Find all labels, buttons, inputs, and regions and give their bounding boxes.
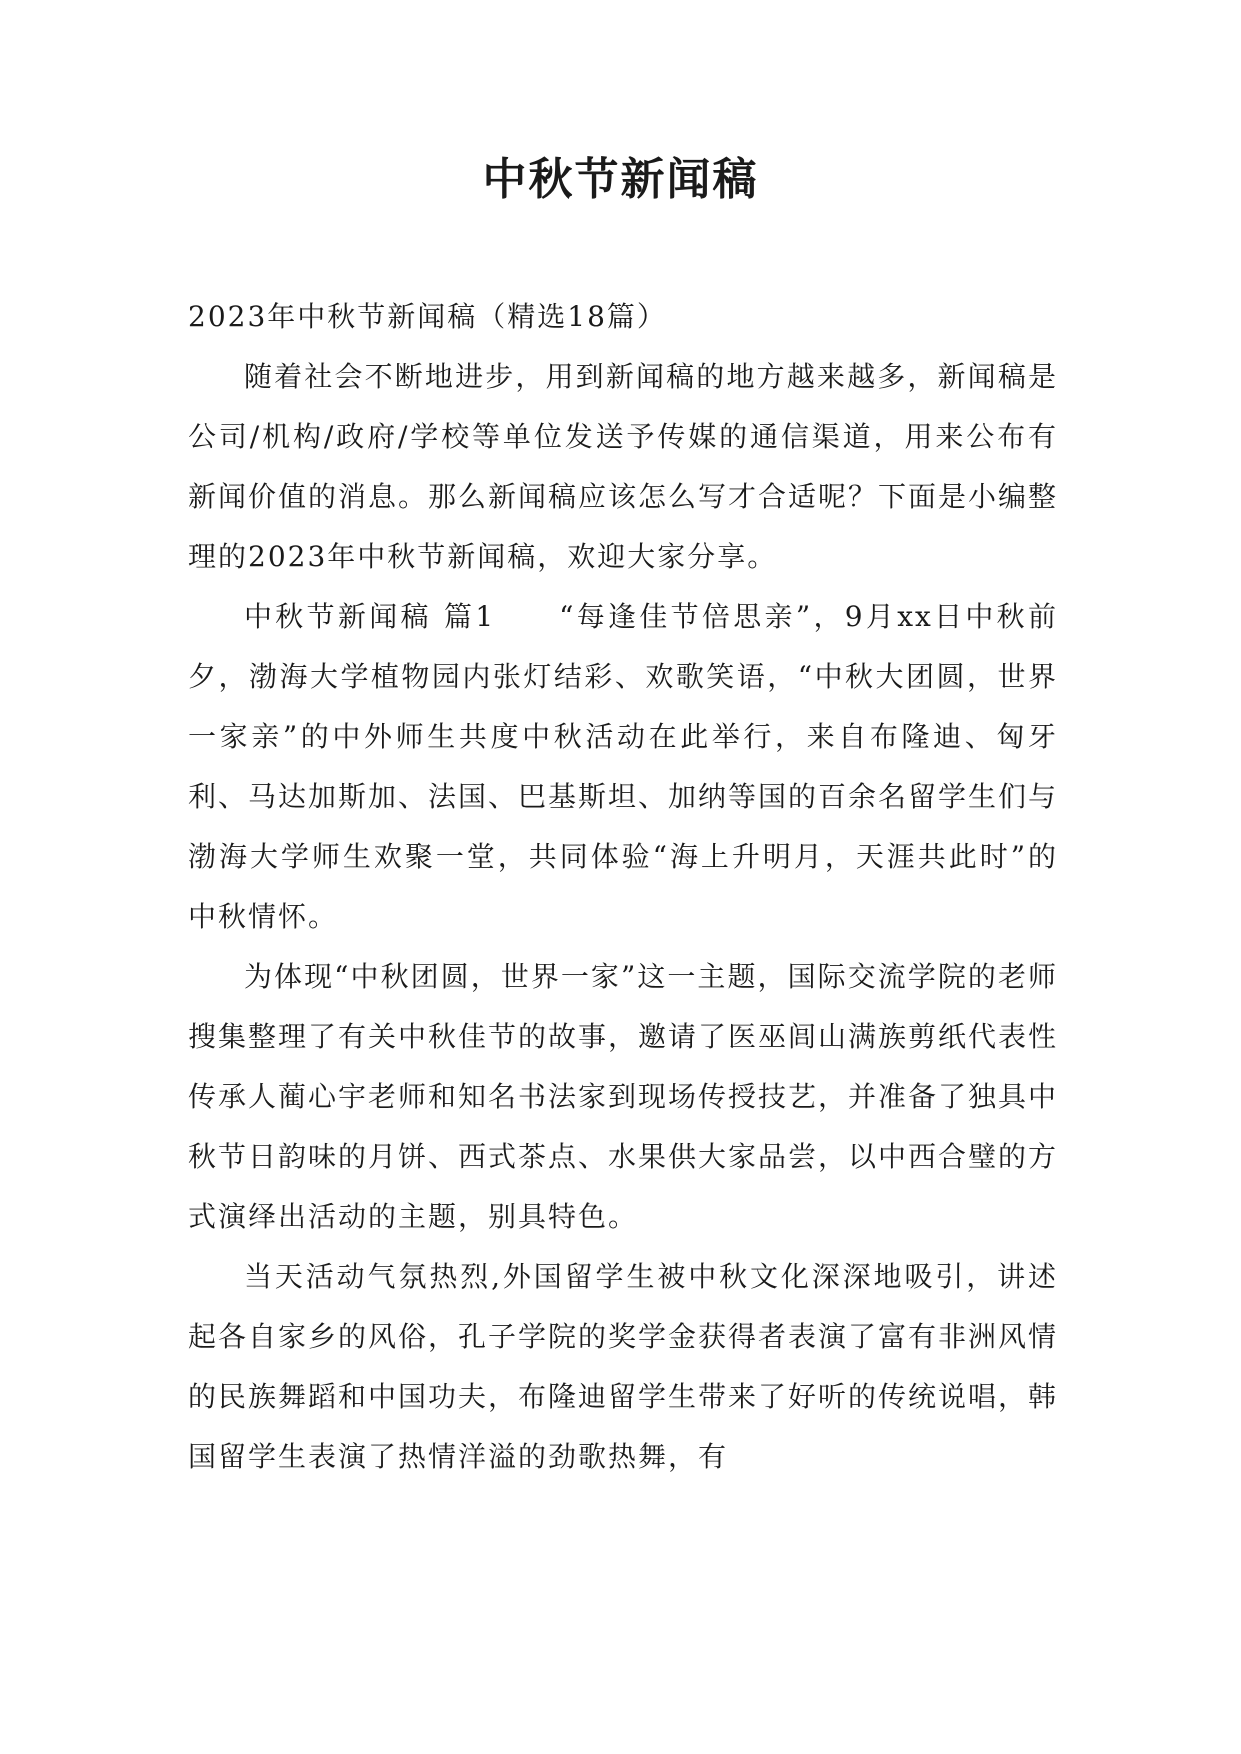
document-body — [188, 287, 1058, 1487]
body-paragraph-atmosphere: 当天活动气氛热烈,外国留学生被中秋文化深深地吸引，讲述起各自家乡的风俗，孔子学院的奖学金获得者表演了富有非洲风情的民族舞蹈和中国功夫，布隆迪留学生带来了好听的传统说唱，韩国留学生表演了热情洋溢的劲歌热舞，有 — [188, 1260, 1059, 1473]
body-paragraph-theme: 为体现“中秋团圆，世界一家”这一主题，国际交流学院的老师搜集整理了有关中秋佳节的故事，邀请了医巫闾山满族剪纸代表性传承人蔺心宇老师和知名书法家到现场传授技艺，并准备了独具中秋节日韵味的月饼、西式茶点、水果供大家品尝，以中西合璧的方式演绎出活动的主题，别具特色。 — [188, 960, 1059, 1233]
document-title: 中秋节新闻稿 — [482, 154, 759, 205]
body-paragraph-intro: 随着社会不断地进步，用到新闻稿的地方越来越多，新闻稿是公司/机构/政府/学校等单位发送予传媒的通信渠道，用来公布有新闻价值的消息。那么新闻稿应该怎么写才合适呢？下面是小编整理的2023年中秋节新闻稿，欢迎大家分享。 — [188, 360, 1059, 573]
body-paragraph-article-1: 中秋节新闻稿 篇1 “每逢佳节倍思亲”，9月xx日中秋前夕，渤海大学植物园内张灯结彩、欢歌笑语，“中秋大团圆，世界一家亲”的中外师生共度中秋活动在此举行，来自布隆迪、匈牙利、马达加斯加、法国、巴基斯坦、加纳等国的百余名留学生们与渤海大学师生欢聚一堂，共同体验“海上升明月，天涯共此时”的中秋情怀。 — [188, 600, 1059, 933]
document-subtitle: 2023年中秋节新闻稿（精选18篇） — [188, 300, 667, 333]
